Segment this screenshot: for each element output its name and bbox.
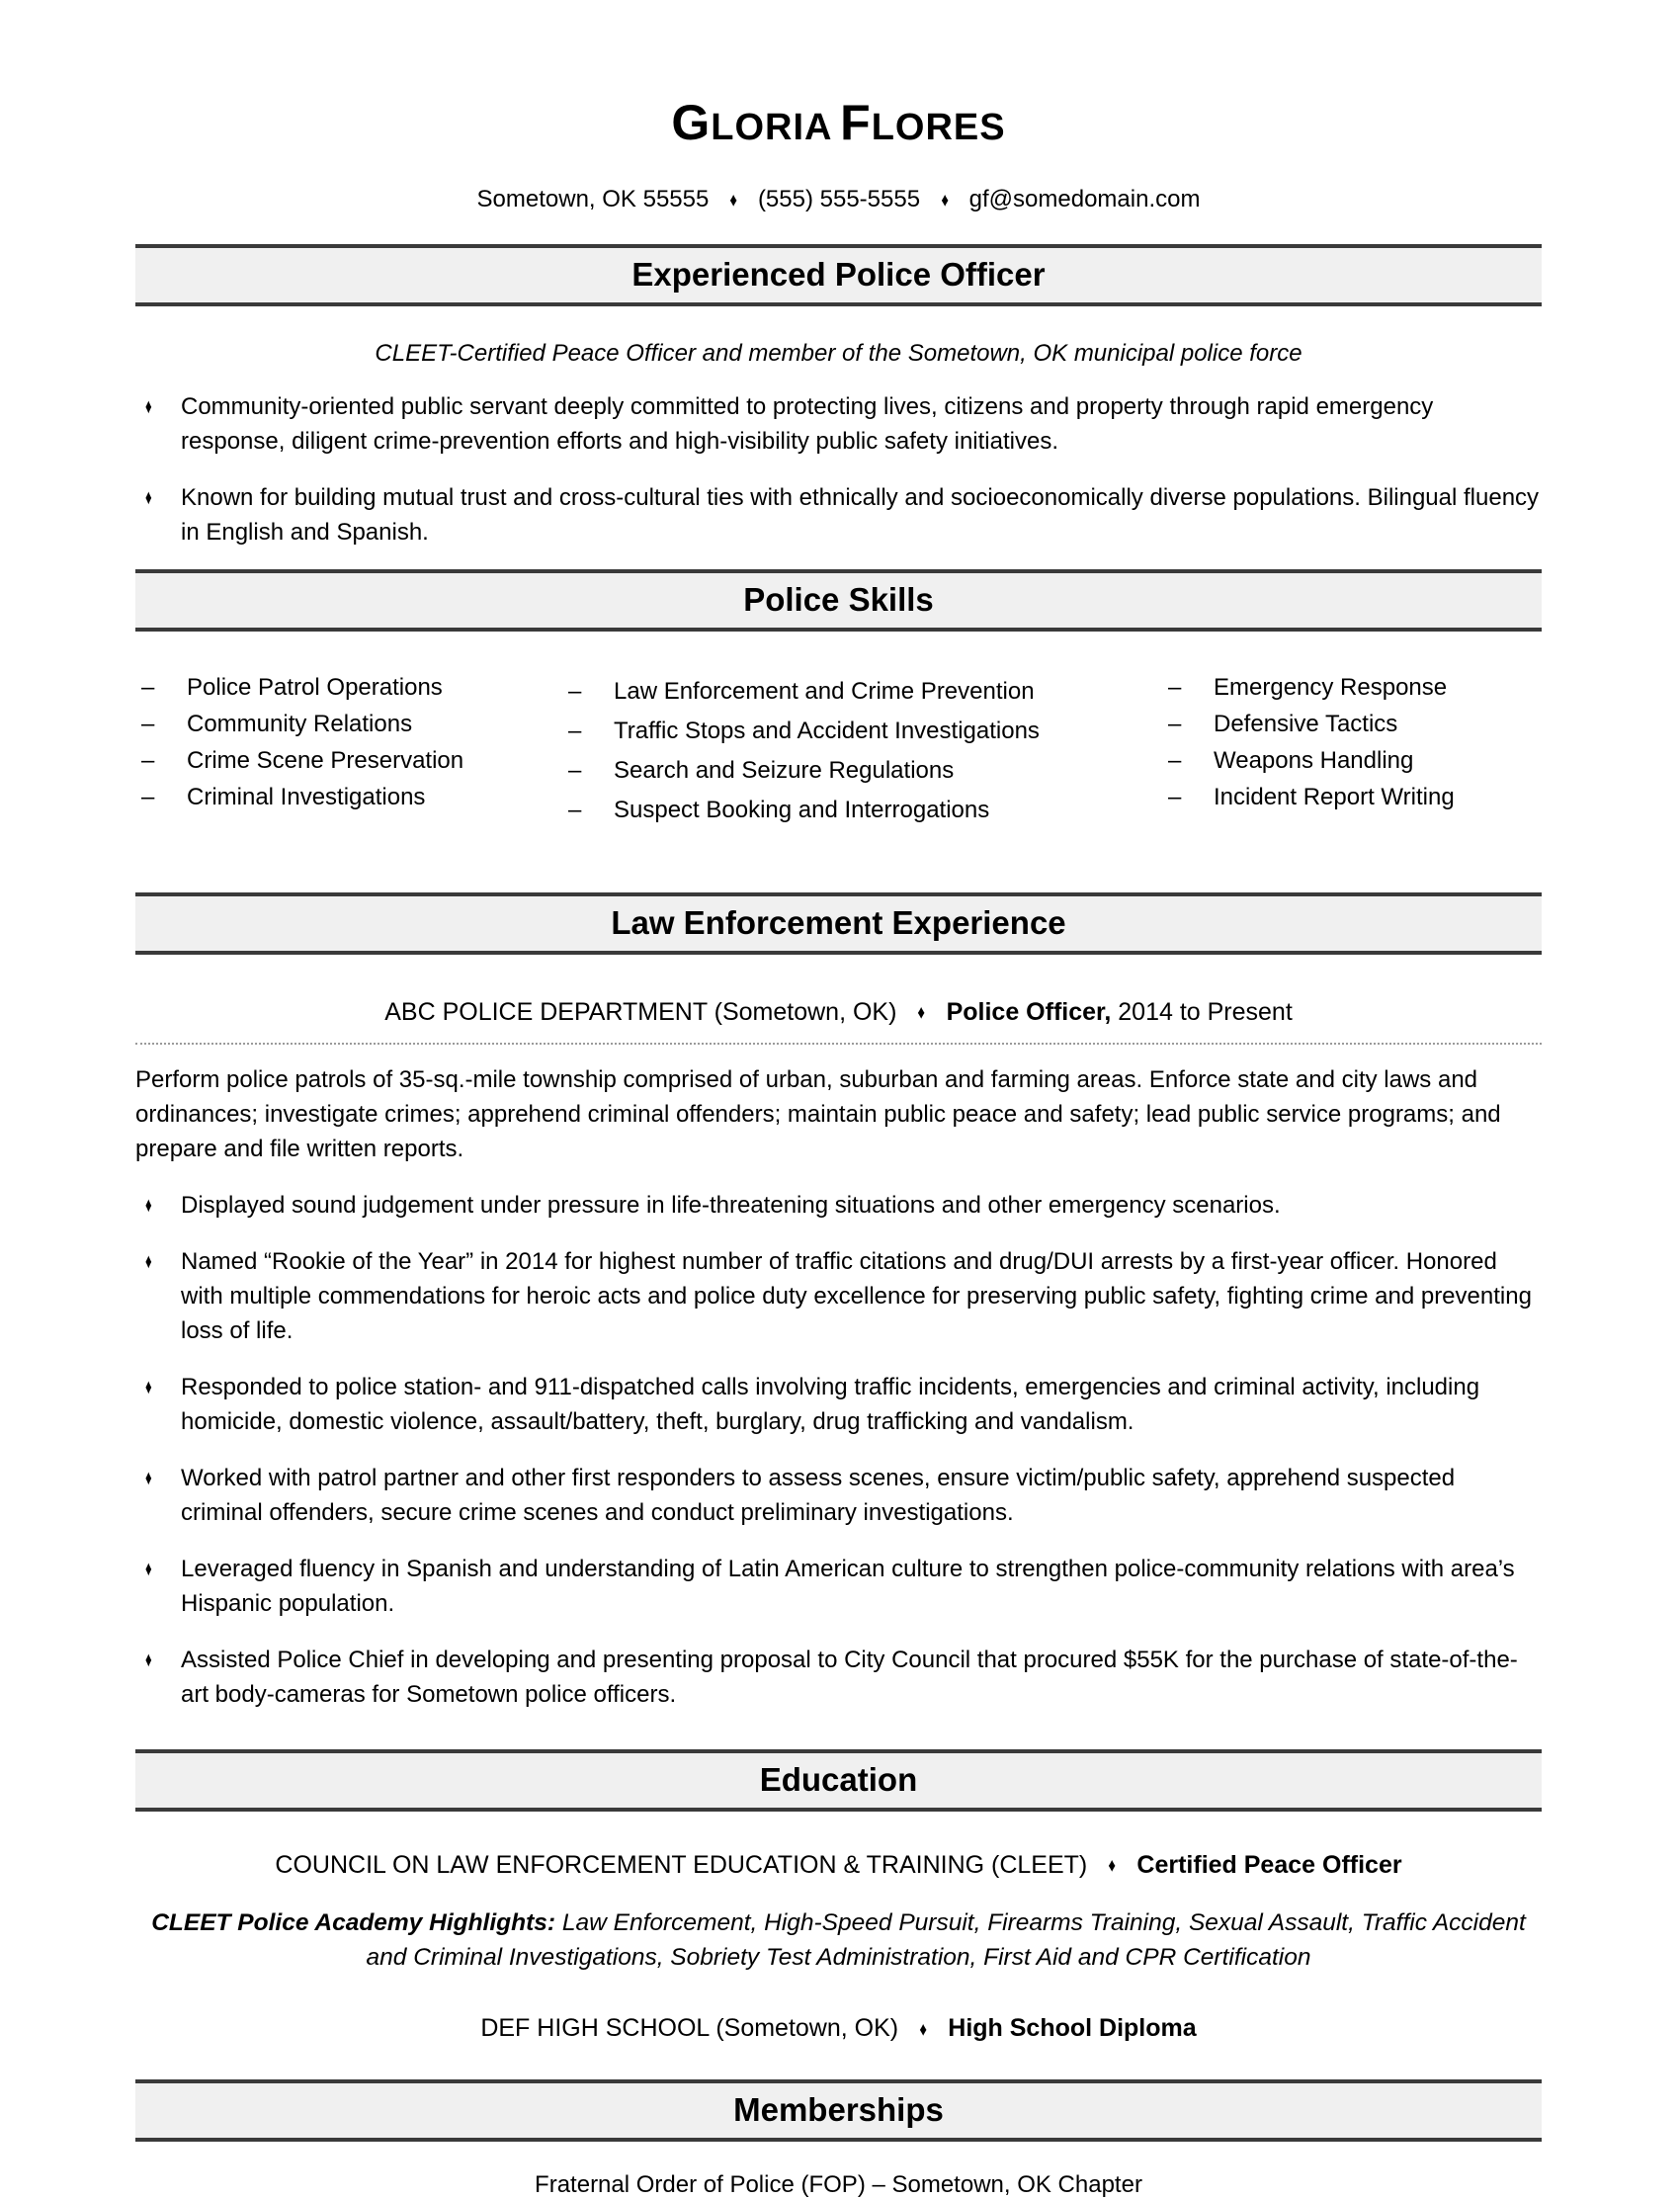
dotted-divider bbox=[135, 1043, 1542, 1045]
section-header-experience: Law Enforcement Experience bbox=[135, 892, 1542, 955]
diamond-bullet-icon: ♦ bbox=[145, 1194, 152, 1218]
summary-bullet bbox=[135, 389, 1542, 459]
experience-bullet-text: Named “Rookie of the Year” in 2014 for highest number of traffic citations and drug/DUI arrests by a first-year officer. Honored with multiple commendations for heroic acts and police duty excellence for preserving public safety, fighting crime and preventing loss of life. bbox=[181, 1248, 1532, 1345]
skill-label: Search and Seizure Regulations bbox=[614, 756, 955, 784]
dash-bullet-icon: – bbox=[568, 756, 582, 784]
diamond-separator-icon: ♦ bbox=[1108, 1855, 1117, 1877]
skill-item bbox=[141, 712, 568, 737]
summary-tagline: CLEET-Certified Peace Officer and member of the Sometown, OK municipal police force bbox=[375, 339, 1302, 367]
experience-bullet bbox=[135, 1244, 1542, 1348]
section-header-summary: Experienced Police Officer bbox=[135, 244, 1542, 306]
skill-item bbox=[1168, 712, 1542, 737]
skill-label: Defensive Tactics bbox=[1214, 710, 1398, 737]
diamond-bullet-icon: ♦ bbox=[145, 1558, 152, 1581]
education-highlights bbox=[135, 1905, 1542, 1975]
experience-bullet bbox=[135, 1643, 1542, 1712]
diamond-separator-icon: ♦ bbox=[917, 1001, 926, 1024]
skill-item bbox=[568, 679, 1168, 705]
skill-label: Incident Report Writing bbox=[1214, 783, 1455, 810]
experience-bullet-text: Displayed sound judgement under pressure in life-threatening situations and other emergency scenarios. bbox=[181, 1192, 1281, 1220]
dash-bullet-icon: – bbox=[141, 710, 155, 737]
summary-bullets bbox=[135, 389, 1542, 550]
skill-label: Suspect Booking and Interrogations bbox=[614, 796, 990, 823]
diamond-separator-icon: ♦ bbox=[919, 2018, 927, 2041]
diamond-bullet-icon: ♦ bbox=[145, 394, 152, 418]
diamond-bullet-icon: ♦ bbox=[145, 1376, 152, 1399]
experience-bullet bbox=[135, 1188, 1542, 1223]
experience-bullet-text: Leveraged fluency in Spanish and understanding of Latin American culture to strengthen police-community relations with area’s Hispanic population. bbox=[181, 1556, 1515, 1618]
job-summary: Perform police patrols of 35-sq.-mile township comprised of urban, suburban and farming areas. Enforce state and city laws and ordinances; investigate crimes; apprehend criminal offenders; maintain public peace and safety; lead public service programs; and prepare and file written reports. bbox=[135, 1066, 1501, 1163]
name-rest-last: LORES bbox=[871, 107, 1006, 148]
experience-bullet bbox=[135, 1552, 1542, 1621]
skill-item bbox=[568, 719, 1168, 744]
skill-label: Criminal Investigations bbox=[187, 783, 426, 810]
dash-bullet-icon: – bbox=[141, 746, 155, 774]
skills-column-1 bbox=[141, 675, 568, 837]
candidate-name bbox=[135, 95, 1542, 160]
skills-column-3 bbox=[1168, 675, 1542, 837]
education-highlights-text: Law Enforcement, High-Speed Pursuit, Firearms Training, Sexual Assault, Traffic Accident and Criminal Investigations, Sobriety Test Administration, First Aid and CPR Certification bbox=[366, 1909, 1526, 1972]
skill-item bbox=[568, 798, 1168, 823]
skill-label: Weapons Handling bbox=[1214, 746, 1414, 774]
skill-label: Emergency Response bbox=[1214, 673, 1448, 701]
dash-bullet-icon: – bbox=[568, 796, 582, 823]
name-initial-first: G bbox=[671, 95, 712, 150]
job-employer: ABC POLICE DEPARTMENT (Sometown, OK) bbox=[384, 997, 897, 1026]
section-header-skills: Police Skills bbox=[135, 569, 1542, 632]
skill-item bbox=[141, 748, 568, 774]
summary-bullet-text: Community-oriented public servant deeply committed to protecting lives, citizens and property through rapid emergency response, diligent crime-prevention efforts and high-visibility public safety initiatives. bbox=[181, 392, 1434, 455]
skill-label: Traffic Stops and Accident Investigations bbox=[614, 717, 1040, 744]
summary-bullet-text: Known for building mutual trust and cross-cultural ties with ethnically and socioeconomically diverse populations. Bilingual fluency in English and Spanish. bbox=[181, 483, 1540, 546]
skill-label: Community Relations bbox=[187, 710, 413, 737]
contact-line bbox=[135, 186, 1542, 214]
contact-phone: (555) 555-5555 bbox=[757, 186, 921, 212]
dash-bullet-icon: – bbox=[1168, 746, 1182, 774]
skill-item bbox=[1168, 675, 1542, 701]
experience-bullet bbox=[135, 1461, 1542, 1530]
experience-bullet-text: Responded to police station- and 911-dispatched calls involving traffic incidents, emergencies and criminal activity, including homicide, domestic violence, assault/battery, theft, burglary, drug trafficking and vandalism. bbox=[181, 1374, 1480, 1436]
experience-bullet bbox=[135, 1370, 1542, 1439]
membership-item: Fraternal Order of Police (FOP) – Sometown, OK Chapter bbox=[535, 2170, 1142, 2198]
diamond-separator-icon: ♦ bbox=[941, 189, 949, 211]
skill-item bbox=[141, 785, 568, 810]
experience-bullet-text: Worked with patrol partner and other first responders to assess scenes, ensure victim/public safety, apprehend suspected criminal offenders, secure crime scenes and conduct preliminary investigations. bbox=[181, 1465, 1456, 1527]
skills-columns bbox=[135, 675, 1542, 837]
dash-bullet-icon: – bbox=[141, 673, 155, 701]
dash-bullet-icon: – bbox=[568, 717, 582, 744]
education-entry-cleet bbox=[135, 1851, 1542, 1880]
skill-item bbox=[1168, 748, 1542, 774]
education-credential: Certified Peace Officer bbox=[1136, 1851, 1402, 1880]
skills-column-2 bbox=[568, 675, 1168, 837]
job-dates: 2014 to Present bbox=[1118, 997, 1293, 1026]
dash-bullet-icon: – bbox=[568, 677, 582, 705]
skill-label: Police Patrol Operations bbox=[187, 673, 443, 701]
dash-bullet-icon: – bbox=[1168, 783, 1182, 810]
job-title: Police Officer, bbox=[946, 997, 1119, 1026]
contact-location: Sometown, OK 55555 bbox=[476, 186, 710, 212]
name-rest-first: LORIA bbox=[711, 107, 833, 148]
dash-bullet-icon: – bbox=[141, 783, 155, 810]
skill-item bbox=[141, 675, 568, 701]
education-highlights-label: CLEET Police Academy Highlights: bbox=[151, 1909, 562, 1937]
education-institution: COUNCIL ON LAW ENFORCEMENT EDUCATION & TRAINING (CLEET) bbox=[275, 1851, 1088, 1880]
section-header-memberships: Memberships bbox=[135, 2079, 1542, 2142]
job-heading bbox=[135, 998, 1542, 1027]
skill-item bbox=[568, 758, 1168, 784]
diamond-bullet-icon: ♦ bbox=[145, 1649, 152, 1672]
dash-bullet-icon: – bbox=[1168, 673, 1182, 701]
education-credential: High School Diploma bbox=[948, 2014, 1197, 2043]
diamond-bullet-icon: ♦ bbox=[145, 1250, 152, 1274]
summary-bullet bbox=[135, 480, 1542, 550]
education-institution: DEF HIGH SCHOOL (Sometown, OK) bbox=[480, 2014, 899, 2043]
name-initial-last: F bbox=[840, 95, 872, 150]
experience-bullet-text: Assisted Police Chief in developing and presenting proposal to City Council that procured $55K for the purchase of state-of-the-art body-cameras for Sometown police officers. bbox=[181, 1647, 1518, 1709]
education-entry-school bbox=[135, 2014, 1542, 2043]
section-header-education: Education bbox=[135, 1749, 1542, 1812]
diamond-bullet-icon: ♦ bbox=[145, 485, 152, 509]
skill-label: Crime Scene Preservation bbox=[187, 746, 464, 774]
skill-item bbox=[1168, 785, 1542, 810]
diamond-bullet-icon: ♦ bbox=[145, 1467, 152, 1490]
skill-label: Law Enforcement and Crime Prevention bbox=[614, 677, 1035, 705]
contact-email: gf@somedomain.com bbox=[968, 186, 1201, 212]
dash-bullet-icon: – bbox=[1168, 710, 1182, 737]
diamond-separator-icon: ♦ bbox=[729, 189, 737, 211]
experience-bullets bbox=[135, 1188, 1542, 1712]
